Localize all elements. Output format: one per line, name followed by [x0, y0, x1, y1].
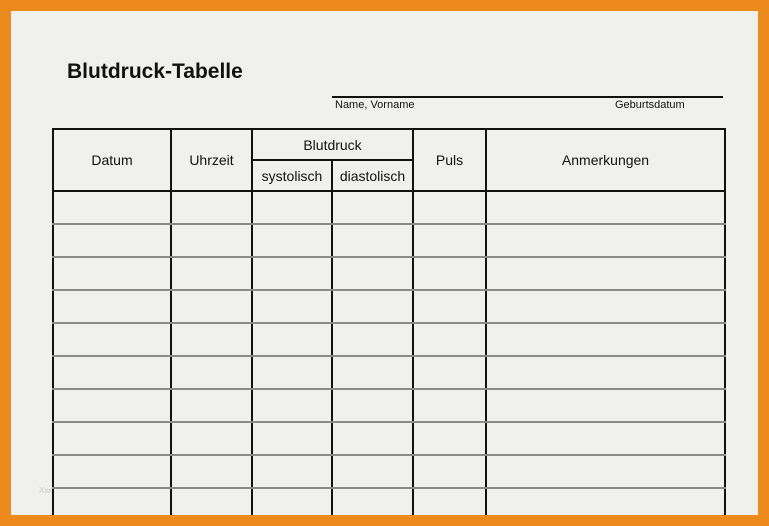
table-cell[interactable]	[332, 455, 413, 488]
table-cell[interactable]	[486, 422, 725, 455]
table-row	[53, 257, 725, 290]
table-cell[interactable]	[332, 290, 413, 323]
table-cell[interactable]	[252, 323, 332, 356]
table-cell[interactable]	[486, 323, 725, 356]
table-cell[interactable]	[252, 455, 332, 488]
table-row	[53, 488, 725, 521]
table-cell[interactable]	[332, 224, 413, 257]
table-body	[53, 191, 725, 521]
table-cell[interactable]	[252, 290, 332, 323]
name-signature-line	[332, 96, 723, 98]
table-cell[interactable]	[252, 191, 332, 224]
table-cell[interactable]	[486, 488, 725, 521]
table-cell[interactable]	[171, 191, 252, 224]
table-cell[interactable]	[413, 323, 486, 356]
table-cell[interactable]	[486, 191, 725, 224]
header-blood-pressure: Blutdruck	[252, 129, 413, 160]
table-cell[interactable]	[332, 422, 413, 455]
table-cell[interactable]	[413, 257, 486, 290]
table-cell[interactable]	[171, 323, 252, 356]
table-cell[interactable]	[53, 191, 171, 224]
table-cell[interactable]	[171, 257, 252, 290]
table-cell[interactable]	[332, 389, 413, 422]
table-cell[interactable]	[53, 389, 171, 422]
name-label: Name, Vorname	[335, 99, 415, 111]
table-cell[interactable]	[413, 488, 486, 521]
table-cell[interactable]	[413, 224, 486, 257]
table-cell[interactable]	[413, 422, 486, 455]
table-cell[interactable]	[171, 389, 252, 422]
header-systolic: systolisch	[252, 160, 332, 191]
table-cell[interactable]	[486, 455, 725, 488]
table-cell[interactable]	[171, 422, 252, 455]
header-time: Uhrzeit	[171, 129, 252, 191]
table-cell[interactable]	[53, 323, 171, 356]
page-title: Blutdruck-Tabelle	[67, 60, 243, 83]
table-cell[interactable]	[171, 356, 252, 389]
table-row	[53, 389, 725, 422]
table-cell[interactable]	[413, 455, 486, 488]
table-cell[interactable]	[486, 290, 725, 323]
table-cell[interactable]	[413, 191, 486, 224]
birthdate-label: Geburtsdatum	[615, 99, 685, 111]
table-cell[interactable]	[252, 422, 332, 455]
table-row	[53, 323, 725, 356]
table-cell[interactable]	[413, 389, 486, 422]
table-cell[interactable]	[252, 224, 332, 257]
table-row	[53, 455, 725, 488]
header-diastolic: diastolisch	[332, 160, 413, 191]
table-cell[interactable]	[53, 257, 171, 290]
blood-pressure-table	[52, 128, 726, 522]
table-cell[interactable]	[171, 455, 252, 488]
table-cell[interactable]	[332, 191, 413, 224]
header-date: Datum	[53, 129, 171, 191]
paper-sheet	[11, 11, 758, 515]
table-row	[53, 422, 725, 455]
table-cell[interactable]	[332, 356, 413, 389]
table-cell[interactable]	[53, 455, 171, 488]
table-cell[interactable]	[171, 488, 252, 521]
table-cell[interactable]	[332, 323, 413, 356]
table-cell[interactable]	[53, 356, 171, 389]
table-cell[interactable]	[252, 488, 332, 521]
table-cell[interactable]	[252, 389, 332, 422]
header-notes: Anmerkungen	[486, 129, 725, 191]
watermark: Xxx	[39, 486, 53, 495]
header-pulse: Puls	[413, 129, 486, 191]
table-row	[53, 290, 725, 323]
table-row	[53, 191, 725, 224]
table-cell[interactable]	[332, 257, 413, 290]
table-cell[interactable]	[413, 356, 486, 389]
table-cell[interactable]	[252, 257, 332, 290]
table-cell[interactable]	[486, 356, 725, 389]
table-row	[53, 224, 725, 257]
table-cell[interactable]	[486, 257, 725, 290]
table-cell[interactable]	[53, 488, 171, 521]
table-cell[interactable]	[252, 356, 332, 389]
table-cell[interactable]	[53, 422, 171, 455]
table-cell[interactable]	[413, 290, 486, 323]
table-cell[interactable]	[486, 389, 725, 422]
table-cell[interactable]	[332, 488, 413, 521]
table-cell[interactable]	[486, 224, 725, 257]
table-cell[interactable]	[171, 290, 252, 323]
table-row	[53, 356, 725, 389]
table-cell[interactable]	[53, 224, 171, 257]
table-cell[interactable]	[53, 290, 171, 323]
table-cell[interactable]	[171, 224, 252, 257]
